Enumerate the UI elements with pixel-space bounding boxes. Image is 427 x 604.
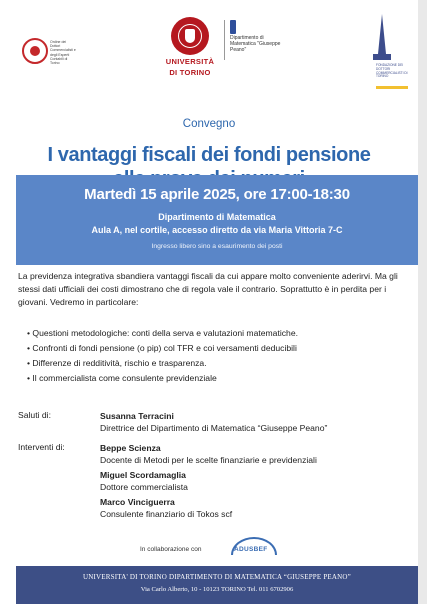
dept-mark-icon (230, 20, 236, 34)
list-item: • Questioni metodologiche: conti della serva e valutazioni matematiche. (27, 326, 407, 341)
adusbef-logo-text: ADUSBEF (234, 546, 268, 553)
fondazione-accent-bar (376, 86, 408, 89)
speaker-name: Beppe Scienza (100, 443, 161, 453)
intro-paragraph: La previdenza integrativa sbandiera vantaggi fiscali da cui appare molto conveniente aderirvi. Ma gli stessi dati ufficiali dei costi dimostrano che di regola vale il contrario. Soprattutto è in perdita per i giovani. Vedremo in particolare: (18, 271, 398, 308)
mole-tower-icon (378, 14, 386, 54)
speaker-description: Docente di Metodi per le scelte finanziarie e previdenziali (100, 455, 317, 465)
speaker-description: Direttrice del Dipartimento di Matematica “Giuseppe Peano” (100, 423, 328, 433)
page-edge-margin (418, 0, 427, 604)
mole-base-shape (373, 54, 391, 60)
fondazione-logo-text: FONDAZIONE DEI DOTTORI COMMERCIALISTI DI TORINO (376, 63, 408, 79)
collaboration-label: In collaborazione con (140, 546, 202, 553)
venue-line1: Dipartimento di Matematica (158, 212, 276, 222)
interventi-label: Interventi di: (18, 442, 65, 452)
list-item: • Differenze di redditività, rischio e trasparenza. (27, 356, 407, 371)
adusbef-logo (228, 535, 282, 557)
speaker-description: Consulente finanziario di Tokos scf (100, 509, 233, 519)
admission-note: Ingresso libero sino a esaurimento dei posti (151, 243, 283, 250)
speaker-name: Miguel Scordamaglia (100, 470, 186, 480)
speaker-name: Marco Vinciguerra (100, 497, 175, 507)
unito-name-line2: DI TORINO (169, 68, 211, 77)
odcec-emblem-icon (22, 38, 48, 64)
list-item: • Il commercialista come consulente previdenziale (27, 371, 407, 386)
saluti-speaker (100, 410, 400, 434)
footer-band (16, 566, 418, 604)
interventi-speakers (100, 442, 400, 520)
list-item: • Confronti di fondi pensione (o pip) col TFR e coi versamenti deducibili (27, 341, 407, 356)
speaker-name: Susanna Terracini (100, 411, 174, 421)
fondazione-logo (362, 14, 408, 98)
dept-logo (224, 20, 290, 60)
saluti-label: Saluti di: (18, 410, 51, 420)
footer-institution: UNIVERSITA' DI TORINO DIPARTIMENTO DI MATEMATICA “GIUSEPPE PEANO” (83, 573, 351, 581)
speaker-description: Dottore commercialista (100, 482, 188, 492)
topics-list (27, 326, 407, 386)
event-date: Martedì 15 aprile 2025, ore 17:00-18:30 (84, 186, 350, 203)
odcec-logo (22, 38, 76, 70)
unito-logo (160, 17, 220, 83)
event-details-band (16, 175, 418, 265)
event-venue (16, 211, 418, 236)
odcec-logo-text: Ordine dei Dottori Commercialisti e degli Esperti Contabili di Torino (50, 40, 76, 66)
footer-address: Via Carlo Alberto, 10 - 10123 TORINO Tel. 011 6702906 (140, 586, 294, 593)
unito-seal-icon (171, 17, 209, 55)
event-type-label: Convegno (182, 118, 236, 130)
unito-name-line1: UNIVERSITÀ (165, 57, 215, 66)
dept-logo-text: Dipartimento di Matematica "Giuseppe Peano" (230, 35, 281, 53)
event-title-line1: I vantaggi fiscali dei fondi pensione (47, 144, 371, 166)
venue-line2: Aula A, nel cortile, accesso diretto da via Maria Vittoria 7-C (91, 224, 343, 235)
